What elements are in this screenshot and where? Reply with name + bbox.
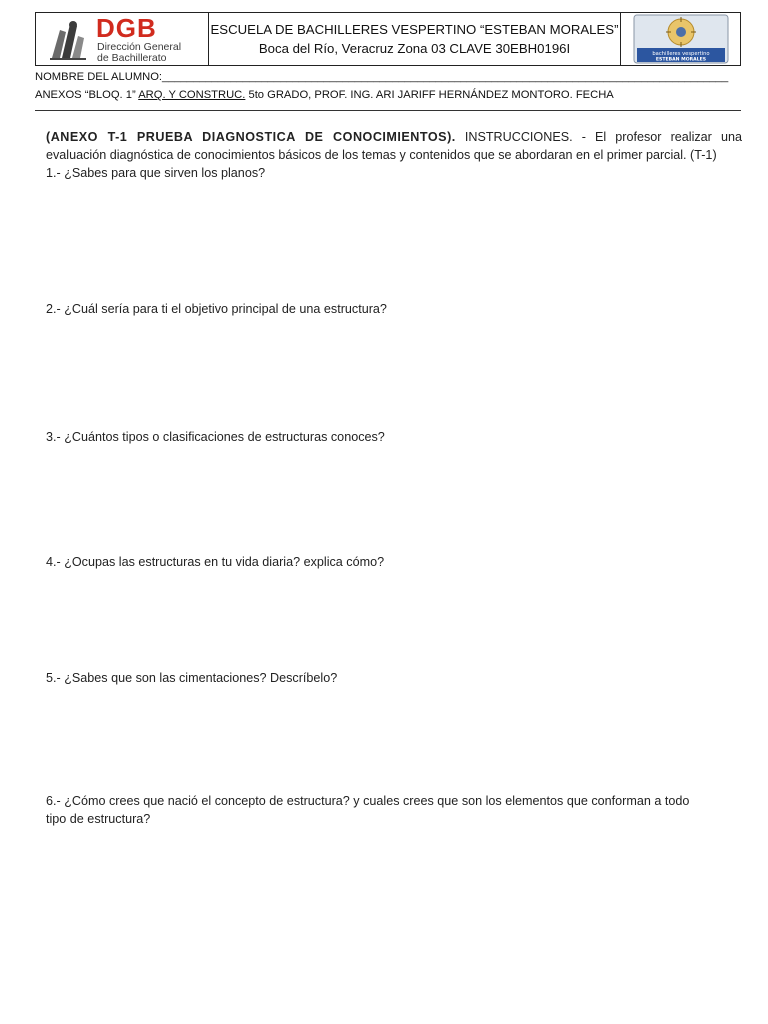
question-3: 3.- ¿Cuántos tipos o clasificaciones de estructuras conoces? — [46, 430, 385, 444]
student-name-label: NOMBRE DEL ALUMNO: — [35, 71, 163, 83]
header-table — [35, 12, 741, 66]
question-5: 5.- ¿Sabes que son las cimentaciones? Descríbelo? — [46, 671, 338, 685]
annex-subject: ARQ. Y CONSTRUC. — [138, 89, 246, 101]
school-location: Boca del Río, Veracruz Zona 03 CLAVE 30EBH0196I — [258, 41, 571, 56]
exam-content — [46, 128, 742, 826]
exam-instructions: INSTRUCCIONES. - El profesor realizar una evaluación diagnóstica de conocimientos básicos de los temas y contenidos que se abordaran en el primer parcial. (T-1) — [46, 130, 742, 162]
school-seal-icon — [633, 14, 729, 64]
student-info — [35, 68, 741, 104]
question-1: 1.- ¿Sabes para que sirven los planos? — [46, 166, 266, 180]
seal-text-line1: bachilleres vespertino — [651, 51, 710, 57]
dgb-letters: DGB — [96, 13, 157, 43]
exam-title: (ANEXO T-1 PRUEBA DIAGNOSTICA DE CONOCIMIENTOS). — [46, 130, 456, 144]
school-seal-cell — [621, 13, 740, 65]
dgb-logo-icon — [46, 18, 90, 62]
seal-text-line2: ESTEBAN MORALES — [655, 57, 706, 63]
school-name: ESCUELA DE BACHILLERES VESPERTINO “ESTEBAN MORALES” — [210, 22, 619, 37]
school-info-cell — [209, 13, 621, 65]
dgb-subtitle — [97, 42, 181, 64]
annex-suffix: 5to GRADO, PROF. ING. ARI JARIFF HERNÁNDEZ MONTORO. FECHA — [245, 89, 614, 101]
annex-prefix: ANEXOS “BLOQ. 1” — [35, 89, 139, 101]
question-4: 4.- ¿Ocupas las estructuras en tu vida diaria? explica cómo? — [46, 555, 385, 569]
dgb-subtitle-line1: Dirección General — [97, 41, 182, 53]
exam-intro — [46, 128, 742, 164]
question-2: 2.- ¿Cuál sería para ti el objetivo principal de una estructura? — [46, 302, 387, 316]
annex-line — [35, 86, 741, 104]
student-name-blank[interactable]: ___________________________________________________________________________________________ — [162, 71, 729, 83]
dgb-logo-cell — [36, 13, 209, 65]
dgb-subtitle-line2: de Bachillerato — [97, 52, 167, 64]
student-name-line — [35, 68, 741, 86]
info-divider — [35, 110, 741, 111]
question-6: 6.- ¿Cómo crees que nació el concepto de estructura? y cuales crees que son los elementos que conforman a todo tipo de estructura? — [46, 794, 690, 826]
